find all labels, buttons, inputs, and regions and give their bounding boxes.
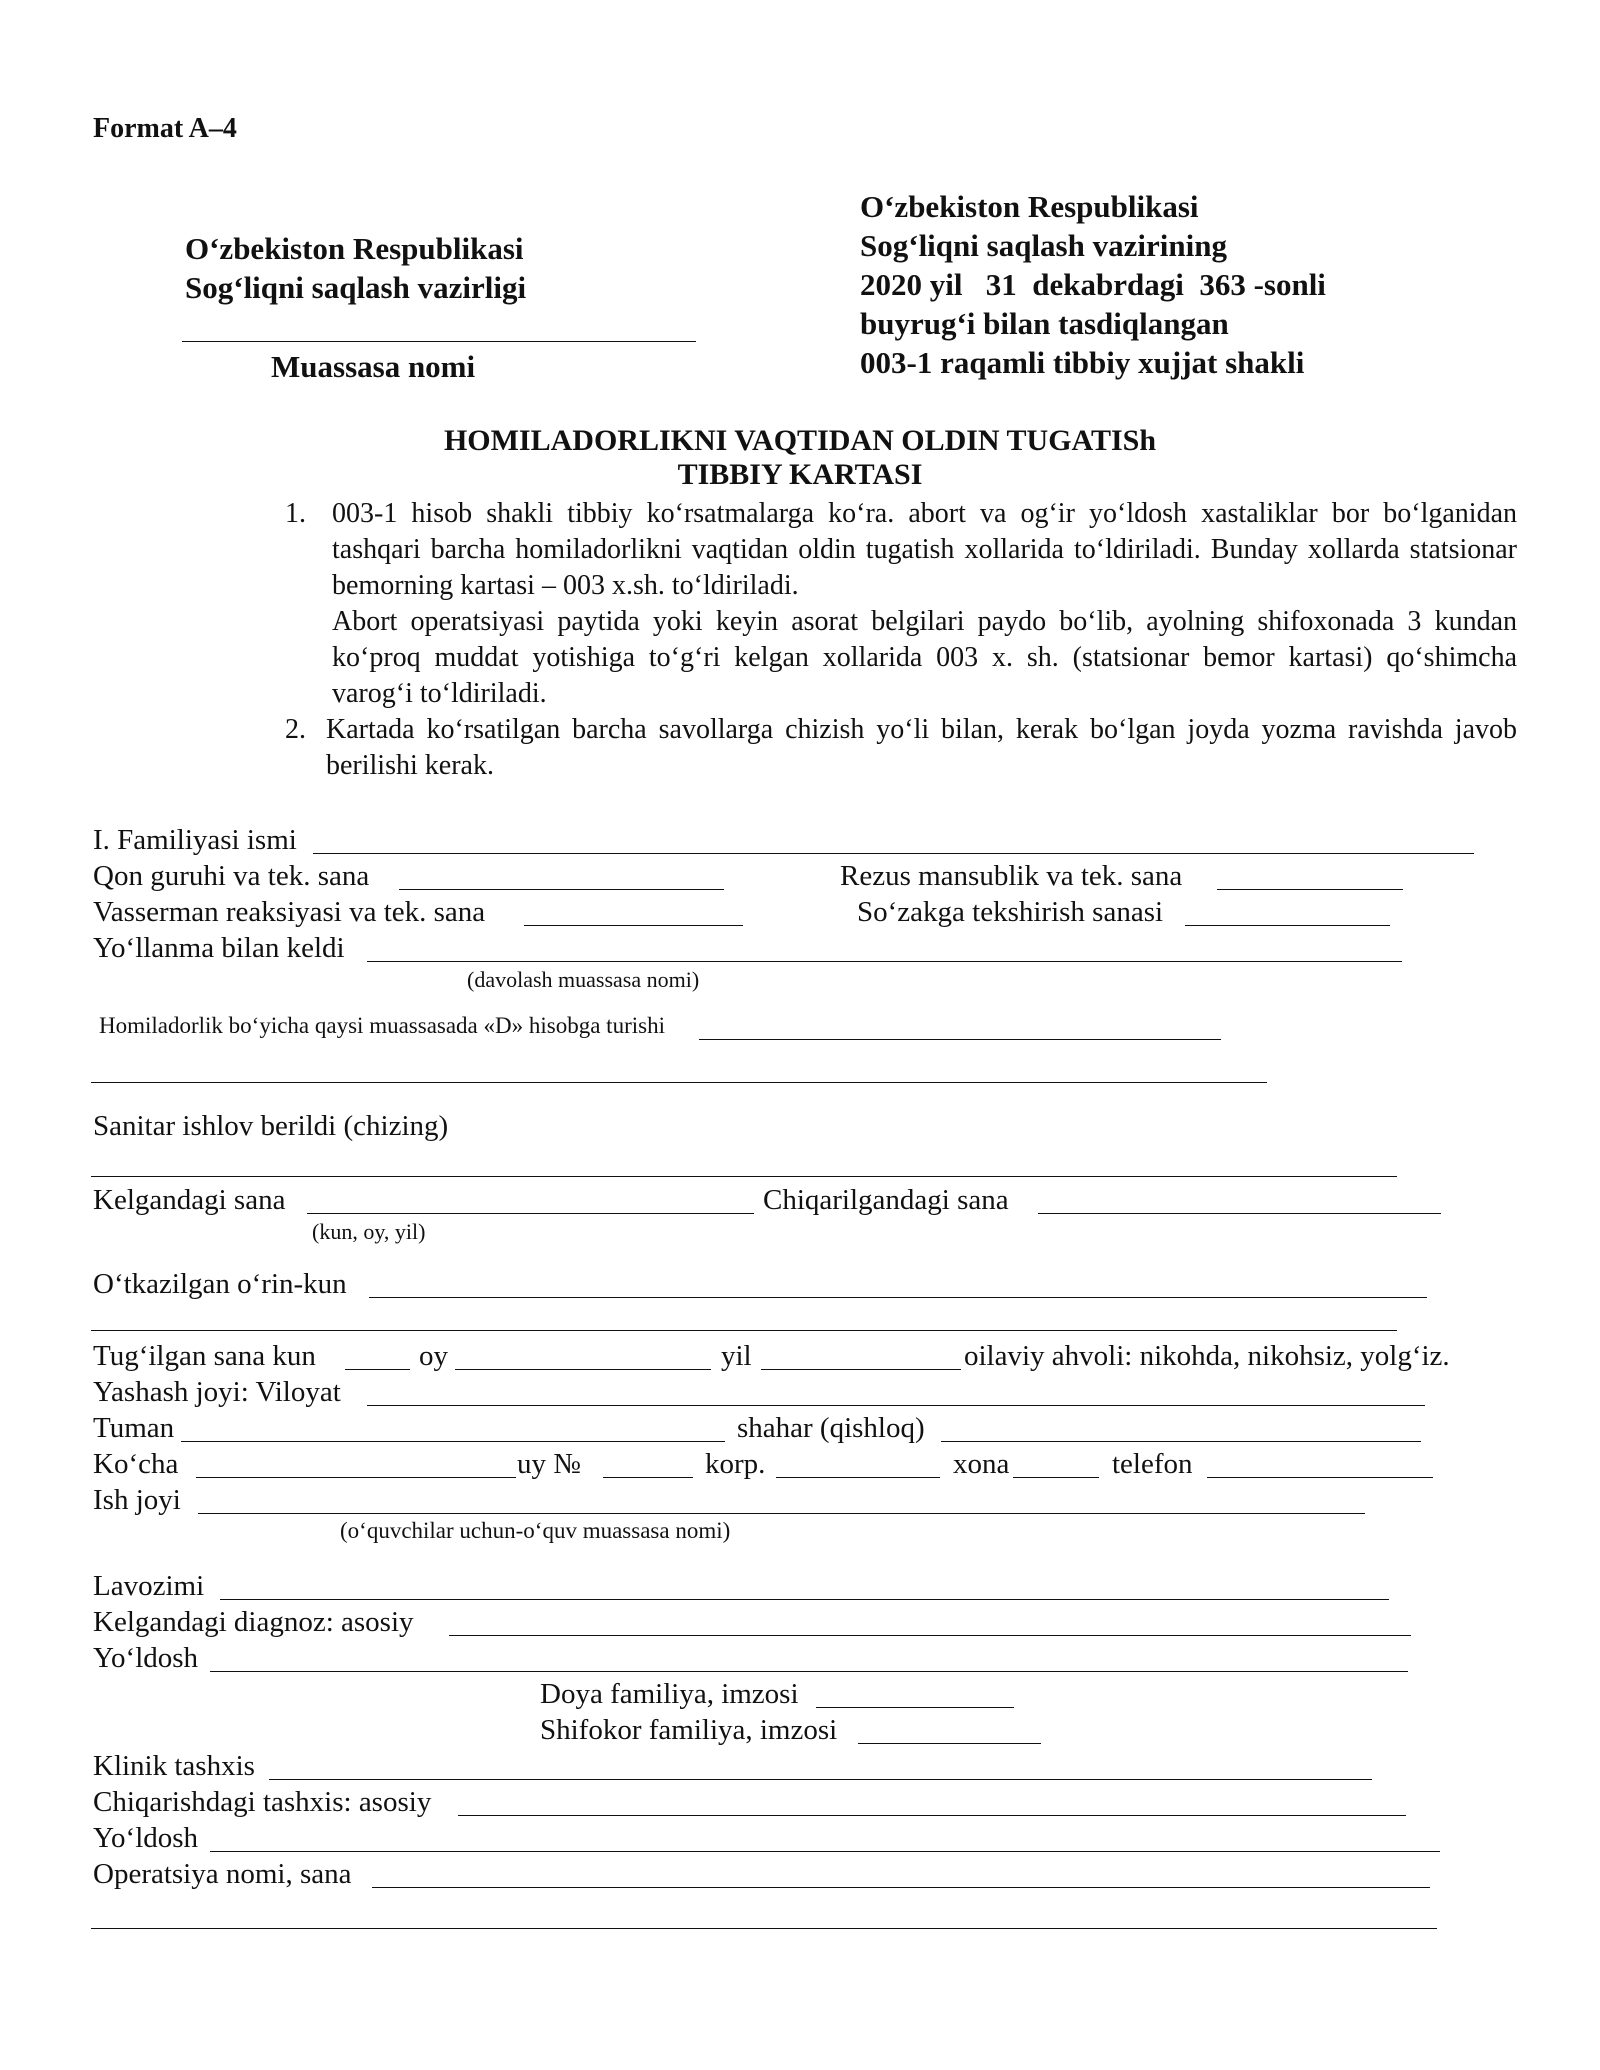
familiya-input-line[interactable] (313, 853, 1474, 854)
row-tuman-shahar (93, 1410, 1513, 1446)
row-yoldosh-1 (93, 1640, 1513, 1676)
instruction-1-text-continued: Abort operatsiyasi paytida yoki keyin asorat belgilari paydo bo‘lib, ayolning shifoxonada 3 kundan ko‘proq muddat yotishiga to‘g‘ri kelgan xollarida 003 x. sh. (statsionar bemor kartasi) qo‘shimcha varog‘i to‘ldiriladi. (332, 606, 1517, 709)
row-doya (540, 1676, 1140, 1712)
institution-caption: Muassasa nomi (271, 349, 476, 384)
klinik-tashxis-label: Klinik tashxis (93, 1750, 255, 1782)
row-vasserman-sozak (93, 894, 1433, 930)
oy-label: oy (419, 1340, 448, 1372)
familiya-label: I. Familiyasi ismi (93, 824, 297, 856)
row-operatsiya (93, 1856, 1513, 1892)
tugilgan-oy-input-line[interactable] (455, 1369, 711, 1370)
orin-kun-input-line[interactable] (369, 1297, 1427, 1298)
operatsiya-extra-line[interactable] (91, 1928, 1437, 1929)
row-shifokor (540, 1712, 1140, 1748)
kelgandagi-sana-label: Kelgandagi sana (93, 1184, 286, 1216)
yollanma-label: Yo‘llanma bilan keldi (93, 932, 345, 964)
sozak-label: So‘zakga tekshirish sanasi (857, 896, 1164, 928)
uy-label: uy № (517, 1448, 581, 1480)
row-ish-joyi (93, 1482, 1513, 1518)
row-qon-rezus (93, 858, 1433, 894)
row-lavozimi (93, 1568, 1513, 1604)
vasserman-input-line[interactable] (524, 925, 743, 926)
shifokor-signature-line[interactable] (858, 1743, 1041, 1744)
yashash-joyi-label: Yashash joyi: Viloyat (93, 1376, 341, 1408)
yoldosh-1-input-line[interactable] (210, 1671, 1408, 1672)
kocha-input-line[interactable] (196, 1477, 516, 1478)
rezus-input-line[interactable] (1217, 889, 1403, 890)
rezus-label: Rezus mansublik va tek. sana (840, 860, 1183, 892)
form-title-line2: TIBBIY KARTASI (677, 458, 923, 491)
chiqarilgandagi-sana-label: Chiqarilgandagi sana (763, 1184, 1009, 1216)
oilaviy-ahvoli-label: oilaviy ahvoli: nikohda, nikohsiz, yolg‘iz. (964, 1340, 1450, 1372)
right-header-line5: 003-1 raqamli tibbiy xujjat shakli (860, 345, 1305, 380)
xona-input-line[interactable] (1013, 1477, 1099, 1478)
left-header-line2: Sog‘liqni saqlash vazirligi (185, 270, 527, 305)
orin-kun-label: O‘tkazilgan o‘rin-kun (93, 1268, 347, 1300)
orin-kun-extra-line[interactable] (91, 1330, 1397, 1331)
tugilgan-kun-input-line[interactable] (345, 1369, 410, 1370)
row-sanitar (93, 1108, 1433, 1144)
yil-label: yil (721, 1340, 752, 1372)
telefon-input-line[interactable] (1207, 1477, 1433, 1478)
doya-signature-line[interactable] (816, 1707, 1014, 1708)
instruction-1-number: 1. (285, 498, 306, 529)
sanitar-input-line[interactable] (91, 1176, 1397, 1177)
ish-joyi-note: (o‘quvchilar uchun-o‘quv muassasa nomi) (340, 1518, 731, 1543)
tuman-input-line[interactable] (181, 1441, 725, 1442)
row-kelgandagi-diagnoz (93, 1604, 1513, 1640)
row-yoldosh-2 (93, 1820, 1513, 1856)
operatsiya-input-line[interactable] (372, 1887, 1430, 1888)
lavozimi-label: Lavozimi (93, 1570, 205, 1602)
row-klinik (93, 1748, 1513, 1784)
tugilgan-sana-kun-label: Tug‘ilgan sana kun (93, 1340, 316, 1372)
uy-input-line[interactable] (603, 1477, 693, 1478)
korp-input-line[interactable] (776, 1477, 940, 1478)
yollanma-note: (davolash muassasa nomi) (467, 967, 700, 992)
form-title-line1: HOMILADORLIKNI VAQTIDAN OLDIN TUGATISh (443, 424, 1157, 457)
doya-label: Doya familiya, imzosi (540, 1678, 799, 1710)
row-familiya (93, 822, 1393, 858)
row-yashash-joyi (93, 1374, 1513, 1410)
format-label: Format A–4 (93, 113, 237, 144)
sanitar-label: Sanitar ishlov berildi (chizing) (93, 1110, 449, 1142)
row-tugilgan-sana (93, 1338, 1513, 1374)
yoldosh-2-label: Yo‘ldosh (93, 1822, 199, 1854)
kelgandagi-sana-input-line[interactable] (307, 1213, 754, 1214)
institution-name-line[interactable] (182, 341, 696, 342)
kelgandagi-diagnoz-input-line[interactable] (449, 1635, 1411, 1636)
chiqarishdagi-tashxis-input-line[interactable] (458, 1815, 1406, 1816)
kelgandagi-diagnoz-label: Kelgandagi diagnoz: asosiy (93, 1606, 414, 1638)
tugilgan-yil-input-line[interactable] (761, 1369, 961, 1370)
row-sanalar (93, 1182, 1453, 1218)
klinik-tashxis-input-line[interactable] (269, 1779, 1372, 1780)
shahar-input-line[interactable] (941, 1441, 1421, 1442)
chiqarilgandagi-sana-input-line[interactable] (1038, 1213, 1441, 1214)
sana-note: (kun, oy, yil) (312, 1219, 426, 1244)
instruction-2-number: 2. (285, 714, 306, 745)
row-yollanma (93, 930, 1433, 966)
row-kocha (93, 1446, 1513, 1482)
chiqarishdagi-tashxis-label: Chiqarishdagi tashxis: asosiy (93, 1786, 432, 1818)
row-d-hisob (99, 1008, 1439, 1044)
telefon-label: telefon (1112, 1448, 1193, 1480)
kocha-label: Ko‘cha (93, 1448, 179, 1480)
d-hisob-label: Homiladorlik bo‘yicha qaysi muassasada «D» hisobga turishi (99, 1013, 665, 1038)
row-chiqarishdagi (93, 1784, 1513, 1820)
ish-joyi-input-line[interactable] (198, 1513, 1365, 1514)
shahar-label: shahar (qishloq) (737, 1412, 925, 1444)
d-hisob-input-line[interactable] (699, 1039, 1221, 1040)
sozak-input-line[interactable] (1185, 925, 1390, 926)
lavozimi-input-line[interactable] (220, 1599, 1389, 1600)
shifokor-label: Shifokor familiya, imzosi (540, 1714, 838, 1746)
left-header-line1: O‘zbekiston Respublikasi (185, 231, 524, 266)
korp-label: korp. (705, 1448, 766, 1480)
yollanma-input-line[interactable] (367, 961, 1402, 962)
qon-guruhi-label: Qon guruhi va tek. sana (93, 860, 370, 892)
right-header-line1: O‘zbekiston Respublikasi (860, 189, 1199, 224)
operatsiya-label: Operatsiya nomi, sana (93, 1858, 352, 1890)
row-orin-kun (93, 1266, 1453, 1302)
yoldosh-2-input-line[interactable] (210, 1851, 1440, 1852)
xona-label: xona (953, 1448, 1010, 1480)
ish-joyi-label: Ish joyi (93, 1484, 181, 1516)
viloyat-input-line[interactable] (367, 1405, 1425, 1406)
d-hisob-extra-line[interactable] (91, 1082, 1267, 1083)
right-header-line4: buyrug‘i bilan tasdiqlangan (860, 306, 1229, 341)
instruction-2-text: Kartada ko‘rsatilgan barcha savollarga chizish yo‘li bilan, kerak bo‘lgan joyda yozma ravishda javob berilishi kerak. (326, 714, 1517, 781)
instruction-1-text: 003-1 hisob shakli tibbiy ko‘rsatmalarga ko‘ra. abort va og‘ir yo‘ldosh xastaliklar bor bo‘lganidan tashqari barcha homiladorlikni vaqtidan oldin tugatish xollarida to‘ldiriladi. Bunday xollarda statsionar bemorning kartasi – 003 x.sh. to‘ldiriladi. (332, 498, 1517, 601)
yoldosh-1-label: Yo‘ldosh (93, 1642, 199, 1674)
qon-guruhi-input-line[interactable] (399, 889, 724, 890)
right-header-line3: 2020 yil 31 dekabrdagi 363 -sonli (860, 267, 1326, 302)
vasserman-label: Vasserman reaksiyasi va tek. sana (93, 896, 486, 928)
tuman-label: Tuman (93, 1412, 175, 1444)
right-header-line2: Sog‘liqni saqlash vazirining (860, 228, 1227, 263)
